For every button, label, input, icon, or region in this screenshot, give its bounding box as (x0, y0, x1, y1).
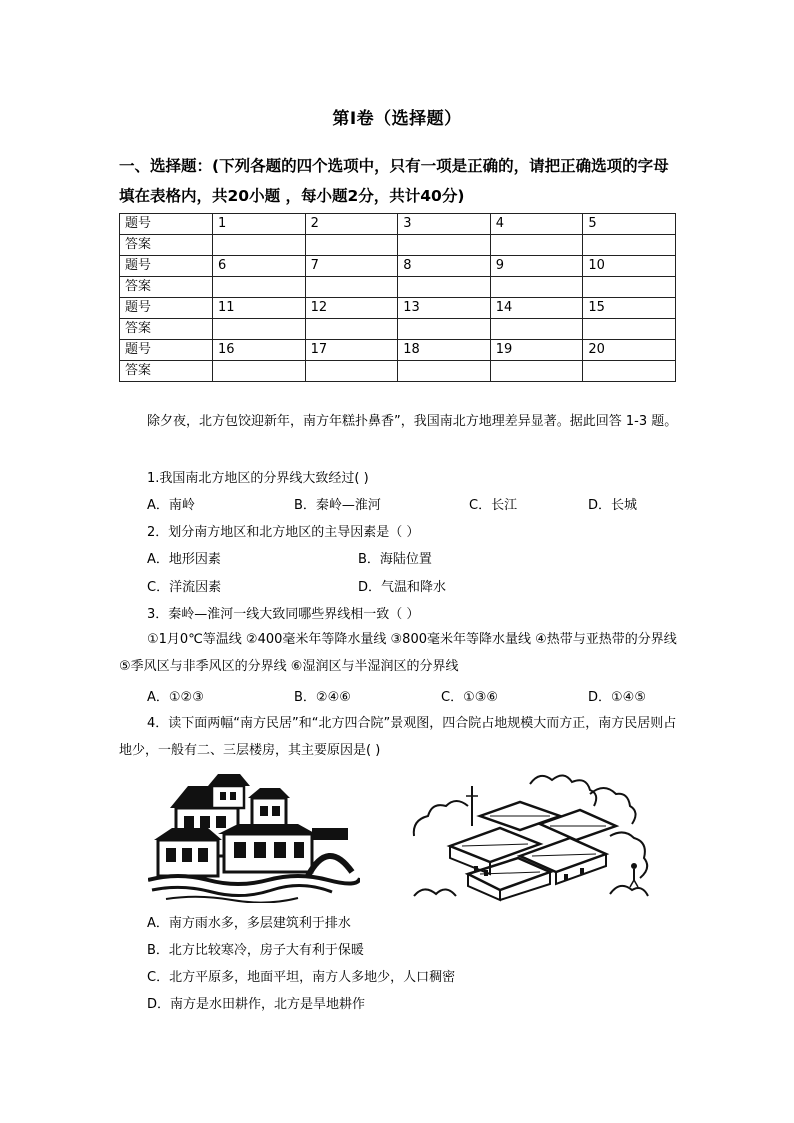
answer-cell[interactable] (398, 277, 491, 298)
answer-table-row-label: 题号 (120, 256, 213, 277)
question-3-option-a: A．①②③ (147, 690, 204, 705)
answer-table-row-label: 答案 (120, 361, 213, 382)
answer-cell[interactable] (583, 361, 676, 382)
answer-cell[interactable] (305, 277, 398, 298)
question-3-detail: ①1月0℃等温线 ②400毫米年等降水量线 ③800毫米年等降水量线 ④热带与亚热带的分界线 ⑤季风区与非季风区的分界线 ⑥湿润区与半湿润区的分界线 (119, 632, 677, 674)
south-residence-image (148, 768, 360, 903)
answer-cell[interactable] (213, 361, 306, 382)
section-instruction: 一、选择题：(下列各题的四个选项中，只有一项是正确的，请把正确选项的字母填在表格内，共20小题 ，每小题2分，共计40分) (119, 157, 669, 205)
intro-paragraph: 除夕夜，北方包饺迎新年，南方年糕扑鼻香”，我国南北方地理差异显著。据此回答 1-3 题。 (147, 414, 678, 429)
answer-table-row (120, 340, 676, 361)
question-number-cell: 1 (213, 214, 306, 235)
question-number-cell: 6 (213, 256, 306, 277)
answer-table-row (120, 256, 676, 277)
answer-table-row-label: 题号 (120, 340, 213, 361)
answer-cell[interactable] (305, 361, 398, 382)
question-4-option-b: B．北方比较寒冷，房子大有利于保暖 (147, 943, 364, 958)
question-4-stem: 4．读下面两幅“南方民居”和“北方四合院”景观图，四合院占地规模大而方正，南方民居则占地少，一般有二、三层楼房，其主要原因是( ) (119, 716, 677, 758)
answer-table-row-label: 题号 (120, 214, 213, 235)
question-number-cell: 11 (213, 298, 306, 319)
question-1-option-a: A．南岭 (147, 498, 195, 513)
answer-cell[interactable] (305, 319, 398, 340)
question-number-cell: 3 (398, 214, 491, 235)
question-number-cell: 10 (583, 256, 676, 277)
question-number-cell: 12 (305, 298, 398, 319)
answer-cell[interactable] (490, 277, 583, 298)
question-number-cell: 19 (490, 340, 583, 361)
question-4-option-d: D．南方是水田耕作，北方是旱地耕作 (147, 997, 366, 1012)
answer-table-row-label: 题号 (120, 298, 213, 319)
answer-cell[interactable] (213, 277, 306, 298)
question-number-cell: 5 (583, 214, 676, 235)
question-number-cell: 17 (305, 340, 398, 361)
question-number-cell: 18 (398, 340, 491, 361)
question-number-cell: 9 (490, 256, 583, 277)
question-number-cell: 13 (398, 298, 491, 319)
question-number-cell: 14 (490, 298, 583, 319)
answer-table-row (120, 298, 676, 319)
question-1-option-b: B．秦岭—淮河 (294, 498, 381, 513)
question-1-option-d: D．长城 (588, 498, 638, 513)
answer-table-row (120, 277, 676, 298)
question-2-option-b: B．海陆位置 (358, 552, 432, 567)
answer-cell[interactable] (213, 319, 306, 340)
question-number-cell: 20 (583, 340, 676, 361)
question-1-stem: 1.我国南北方地区的分界线大致经过( ) (147, 471, 369, 486)
question-4-option-c: C．北方平原多，地面平坦，南方人多地少，人口稠密 (147, 970, 456, 985)
question-2-option-d: D．气温和降水 (358, 580, 447, 595)
question-number-cell: 2 (305, 214, 398, 235)
question-2-stem: 2．划分南方地区和北方地区的主导因素是（ ） (147, 525, 420, 540)
answer-table-row-label: 答案 (120, 277, 213, 298)
section-title: 第Ⅰ卷（选择题） (332, 109, 462, 129)
answer-cell[interactable] (305, 235, 398, 256)
answer-cell[interactable] (583, 235, 676, 256)
answer-table-row (120, 214, 676, 235)
answer-table-row (120, 319, 676, 340)
answer-cell[interactable] (398, 235, 491, 256)
question-4-option-a: A．南方雨水多，多层建筑利于排水 (147, 916, 351, 931)
answer-cell[interactable] (490, 361, 583, 382)
answer-table-row (120, 235, 676, 256)
answer-cell[interactable] (398, 319, 491, 340)
question-number-cell: 4 (490, 214, 583, 235)
question-number-cell: 7 (305, 256, 398, 277)
answer-cell[interactable] (213, 235, 306, 256)
question-number-cell: 16 (213, 340, 306, 361)
question-1-option-c: C．长江 (469, 498, 518, 513)
question-number-cell: 8 (398, 256, 491, 277)
answer-table-row-label: 答案 (120, 319, 213, 340)
answer-table-row (120, 361, 676, 382)
question-3-stem: 3．秦岭—淮河一线大致同哪些界线相一致（ ） (147, 607, 420, 622)
question-3-option-b: B．②④⑥ (294, 690, 351, 705)
question-number-cell: 15 (583, 298, 676, 319)
question-3-option-c: C．①③⑥ (441, 690, 499, 705)
answer-table (119, 213, 676, 382)
question-2-option-a: A．地形因素 (147, 552, 221, 567)
question-3-option-d: D．①④⑤ (588, 690, 646, 705)
answer-cell[interactable] (398, 361, 491, 382)
answer-cell[interactable] (490, 319, 583, 340)
question-2-option-c: C．洋流因素 (147, 580, 222, 595)
answer-cell[interactable] (583, 319, 676, 340)
north-courtyard-image (410, 766, 658, 903)
answer-cell[interactable] (490, 235, 583, 256)
answer-cell[interactable] (583, 277, 676, 298)
answer-table-row-label: 答案 (120, 235, 213, 256)
